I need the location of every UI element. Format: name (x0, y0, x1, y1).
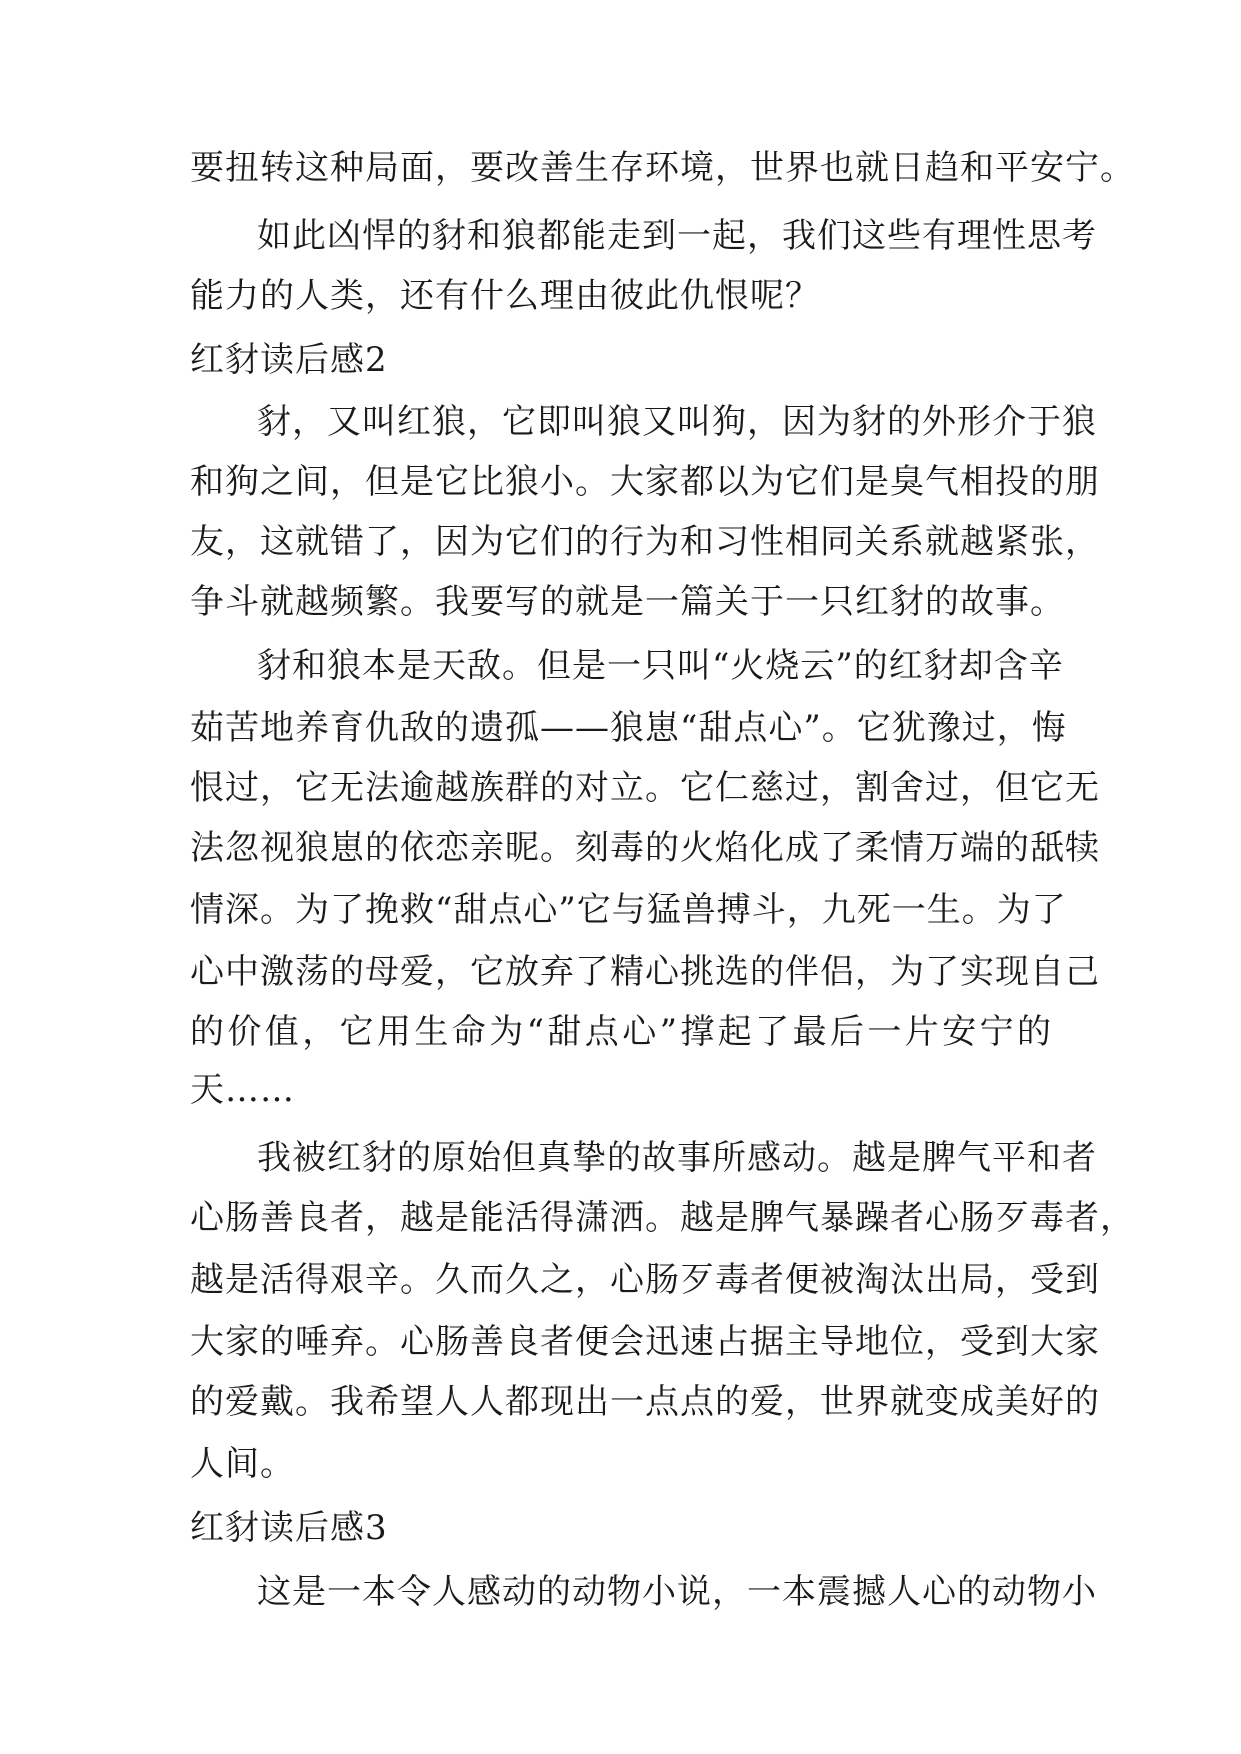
paragraph-first-line: 如此凶悍的豺和狼都能走到一起，我们这些有理性思考 (257, 216, 1097, 256)
text-line: 争斗就越频繁。我要写的就是一篇关于一只红豺的故事。 (190, 582, 1065, 622)
text-line: 心肠善良者，越是能活得潇洒。越是脾气暴躁者心肠歹毒者， (190, 1198, 1135, 1238)
section-heading: 红豺读后感3 (190, 1508, 388, 1548)
text-line: 能力的人类，还有什么理由彼此仇恨呢？ (190, 276, 820, 316)
text-line: 情深。为了挽救“甜点心”它与猛兽搏斗，九死一生。为了 (190, 890, 1067, 930)
paragraph-first-line: 这是一本令人感动的动物小说，一本震撼人心的动物小 (257, 1572, 1097, 1612)
text-line: 天…… (190, 1070, 295, 1110)
text-line: 大家的唾弃。心肠善良者便会迅速占据主导地位，受到大家 (190, 1322, 1100, 1362)
text-line: 越是活得艰辛。久而久之，心肠歹毒者便被淘汰出局，受到 (190, 1260, 1100, 1300)
text-line: 人间。 (190, 1444, 295, 1484)
text-line: 恨过，它无法逾越族群的对立。它仁慈过，割舍过，但它无 (190, 768, 1100, 808)
paragraph-first-line: 豺和狼本是天敌。但是一只叫“火烧云”的红豺却含辛 (257, 646, 1064, 686)
text-line: 友，这就错了，因为它们的行为和习性相同关系就越紧张， (190, 522, 1100, 562)
text-line: 心中激荡的母爱，它放弃了精心挑选的伴侣，为了实现自己 (190, 952, 1100, 992)
text-line: 和狗之间，但是它比狼小。大家都以为它们是臭气相投的朋 (190, 462, 1100, 502)
text-line: 的爱戴。我希望人人都现出一点点的爱，世界就变成美好的 (190, 1382, 1100, 1422)
paragraph-first-line: 我被红豺的原始但真挚的故事所感动。越是脾气平和者 (257, 1138, 1097, 1178)
paragraph-first-line: 豺，又叫红狼，它即叫狼又叫狗，因为豺的外形介于狼 (257, 402, 1097, 442)
text-line: 的价值，它用生命为“甜点心”撑起了最后一片安宁的 (190, 1012, 1052, 1052)
section-heading: 红豺读后感2 (190, 340, 388, 380)
text-line: 茹苦地养育仇敌的遗孤——狼崽“甜点心”。它犹豫过，悔 (190, 708, 1067, 748)
text-line: 法忽视狼崽的依恋亲昵。刻毒的火焰化成了柔情万端的舐犊 (190, 828, 1100, 868)
text-line: 要扭转这种局面，要改善生存环境，世界也就日趋和平安宁。 (190, 148, 1135, 188)
